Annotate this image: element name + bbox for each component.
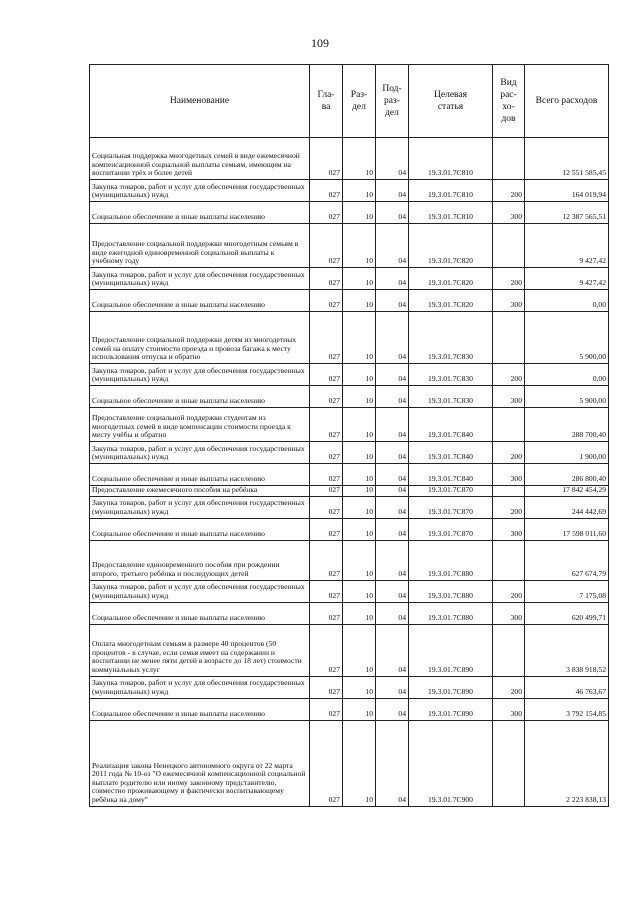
cell-name: Предоставление социальной поддержки студентам из многодетных семей в виде компенсации стоимости проезда к месту учёбы и обратно xyxy=(90,408,310,442)
table-row xyxy=(90,386,609,408)
cell-chapter: 027 xyxy=(310,676,343,698)
cell-expense-type xyxy=(493,224,525,268)
cell-total: 286 800,40 xyxy=(525,464,609,486)
cell-total: 288 700,40 xyxy=(525,408,609,442)
cell-chapter: 027 xyxy=(310,698,343,720)
cell-name: Закупка товаров, работ и услуг для обеспечения государственных (муниципальных) нужд xyxy=(90,496,310,518)
header-expense-type: Вид рас- хо- дов xyxy=(493,65,525,138)
cell-name: Социальное обеспечение и иные выплаты населению xyxy=(90,202,310,224)
table-row xyxy=(90,464,609,486)
cell-target: 19.3.01.7С900 xyxy=(409,720,493,806)
cell-section: 10 xyxy=(343,698,376,720)
cell-chapter: 027 xyxy=(310,464,343,486)
cell-expense-type xyxy=(493,138,525,180)
cell-name: Закупка товаров, работ и услуг для обеспечения государственных (муниципальных) нужд xyxy=(90,676,310,698)
cell-subsection: 04 xyxy=(376,224,409,268)
cell-target: 19.3.01.7С820 xyxy=(409,290,493,312)
cell-chapter: 027 xyxy=(310,386,343,408)
cell-chapter: 027 xyxy=(310,408,343,442)
cell-chapter: 027 xyxy=(310,496,343,518)
header-subsection: Под- раз- дел xyxy=(376,65,409,138)
cell-section: 10 xyxy=(343,720,376,806)
cell-expense-type: 300 xyxy=(493,386,525,408)
cell-name: Закупка товаров, работ и услуг для обеспечения государственных (муниципальных) нужд xyxy=(90,180,310,202)
cell-chapter: 027 xyxy=(310,312,343,364)
cell-total: 164 019,94 xyxy=(525,180,609,202)
cell-section: 10 xyxy=(343,312,376,364)
cell-name: Закупка товаров, работ и услуг для обеспечения государственных (муниципальных) нужд xyxy=(90,268,310,290)
cell-section: 10 xyxy=(343,624,376,676)
page-number: 109 xyxy=(311,36,329,50)
cell-chapter: 027 xyxy=(310,518,343,540)
cell-name: Закупка товаров, работ и услуг для обеспечения государственных (муниципальных) нужд xyxy=(90,364,310,386)
cell-name: Закупка товаров, работ и услуг для обеспечения государственных (муниципальных) нужд xyxy=(90,442,310,464)
cell-section: 10 xyxy=(343,676,376,698)
cell-subsection: 04 xyxy=(376,180,409,202)
cell-subsection: 04 xyxy=(376,364,409,386)
cell-target: 19.3.01.7С880 xyxy=(409,580,493,602)
table-row xyxy=(90,676,609,698)
cell-section: 10 xyxy=(343,364,376,386)
table-row xyxy=(90,580,609,602)
cell-expense-type: 200 xyxy=(493,442,525,464)
cell-section: 10 xyxy=(343,224,376,268)
table-row xyxy=(90,496,609,518)
cell-name: Предоставление социальной поддержки детям из многодетных семей на оплату стоимости проезда и провоза багажа к месту использования отпуска и обратно xyxy=(90,312,310,364)
cell-expense-type: 300 xyxy=(493,464,525,486)
cell-subsection: 04 xyxy=(376,268,409,290)
cell-subsection: 04 xyxy=(376,496,409,518)
table-row xyxy=(90,312,609,364)
cell-chapter: 027 xyxy=(310,580,343,602)
cell-expense-type: 300 xyxy=(493,518,525,540)
cell-subsection: 04 xyxy=(376,518,409,540)
cell-section: 10 xyxy=(343,496,376,518)
table-row xyxy=(90,224,609,268)
cell-subsection: 04 xyxy=(376,698,409,720)
cell-name: Социальное обеспечение и иные выплаты населению xyxy=(90,290,310,312)
cell-chapter: 027 xyxy=(310,138,343,180)
cell-total: 5 900,00 xyxy=(525,312,609,364)
header-total: Всего расходов xyxy=(525,65,609,138)
cell-expense-type xyxy=(493,720,525,806)
cell-expense-type: 300 xyxy=(493,698,525,720)
cell-expense-type xyxy=(493,408,525,442)
cell-target: 19.3.01.7С840 xyxy=(409,464,493,486)
table-row xyxy=(90,486,609,497)
cell-section: 10 xyxy=(343,138,376,180)
cell-chapter: 027 xyxy=(310,268,343,290)
cell-section: 10 xyxy=(343,180,376,202)
cell-subsection: 04 xyxy=(376,602,409,624)
table-row xyxy=(90,180,609,202)
cell-chapter: 027 xyxy=(310,364,343,386)
table-row xyxy=(90,138,609,180)
cell-name: Предоставление единовременного пособия при рождении второго, третьего ребёнка и последующих детей xyxy=(90,540,310,580)
cell-expense-type: 300 xyxy=(493,202,525,224)
header-name: Наименование xyxy=(90,65,310,138)
cell-section: 10 xyxy=(343,464,376,486)
table-body xyxy=(90,138,609,807)
cell-total: 17 598 011,60 xyxy=(525,518,609,540)
cell-expense-type: 200 xyxy=(493,676,525,698)
cell-subsection: 04 xyxy=(376,624,409,676)
table-row xyxy=(90,290,609,312)
cell-expense-type xyxy=(493,540,525,580)
cell-subsection: 04 xyxy=(376,676,409,698)
cell-section: 10 xyxy=(343,268,376,290)
cell-subsection: 04 xyxy=(376,408,409,442)
cell-total: 46 763,67 xyxy=(525,676,609,698)
table-row xyxy=(90,408,609,442)
table-row xyxy=(90,720,609,806)
cell-total: 17 842 454,29 xyxy=(525,486,609,497)
table-row xyxy=(90,202,609,224)
cell-target: 19.3.01.7С880 xyxy=(409,540,493,580)
cell-section: 10 xyxy=(343,290,376,312)
cell-subsection: 04 xyxy=(376,540,409,580)
cell-subsection: 04 xyxy=(376,312,409,364)
cell-expense-type: 300 xyxy=(493,602,525,624)
cell-subsection: 04 xyxy=(376,580,409,602)
cell-name: Социальное обеспечение и иные выплаты населению xyxy=(90,518,310,540)
cell-chapter: 027 xyxy=(310,442,343,464)
cell-section: 10 xyxy=(343,580,376,602)
cell-subsection: 04 xyxy=(376,386,409,408)
cell-target: 19.3.01.7С820 xyxy=(409,268,493,290)
cell-total: 12 387 565,51 xyxy=(525,202,609,224)
cell-target: 19.3.01.7С870 xyxy=(409,518,493,540)
cell-target: 19.3.01.7С810 xyxy=(409,138,493,180)
cell-target: 19.3.01.7С890 xyxy=(409,698,493,720)
cell-expense-type: 300 xyxy=(493,290,525,312)
cell-subsection: 04 xyxy=(376,486,409,497)
table-row xyxy=(90,268,609,290)
cell-expense-type: 200 xyxy=(493,268,525,290)
cell-section: 10 xyxy=(343,486,376,497)
cell-total: 1 900,00 xyxy=(525,442,609,464)
cell-total: 9 427,42 xyxy=(525,224,609,268)
cell-total: 5 900,00 xyxy=(525,386,609,408)
cell-expense-type xyxy=(493,486,525,497)
cell-chapter: 027 xyxy=(310,486,343,497)
cell-target: 19.3.01.7С840 xyxy=(409,442,493,464)
cell-total: 7 175,08 xyxy=(525,580,609,602)
cell-target: 19.3.01.7С870 xyxy=(409,486,493,497)
cell-subsection: 04 xyxy=(376,442,409,464)
cell-subsection: 04 xyxy=(376,464,409,486)
table-row xyxy=(90,518,609,540)
cell-total: 9 427,42 xyxy=(525,268,609,290)
cell-target: 19.3.01.7С880 xyxy=(409,602,493,624)
cell-total: 2 223 838,13 xyxy=(525,720,609,806)
cell-target: 19.3.01.7С830 xyxy=(409,312,493,364)
cell-name: Предоставление ежемесячного пособия на ребёнка xyxy=(90,486,310,497)
cell-expense-type: 200 xyxy=(493,180,525,202)
table-row xyxy=(90,364,609,386)
cell-section: 10 xyxy=(343,540,376,580)
cell-expense-type xyxy=(493,624,525,676)
cell-target: 19.3.01.7С830 xyxy=(409,364,493,386)
table-row xyxy=(90,624,609,676)
cell-expense-type xyxy=(493,312,525,364)
cell-chapter: 027 xyxy=(310,720,343,806)
cell-total: 244 442,69 xyxy=(525,496,609,518)
cell-section: 10 xyxy=(343,408,376,442)
cell-name: Социальная поддержка многодетных семей в виде ежемесячной компенсационной социальной выплаты семьям, имеющим на воспитании трёх и более детей xyxy=(90,138,310,180)
cell-subsection: 04 xyxy=(376,138,409,180)
cell-target: 19.3.01.7С820 xyxy=(409,224,493,268)
cell-name: Реализация закона Ненецкого автономного округа от 22 марта 2011 года № 10-оз "О ежемесячной компенсационной социальной выплате родителю или иному законному представителю, совместно проживающему и фактически воспитывающему ребёнка на дому" xyxy=(90,720,310,806)
cell-expense-type: 200 xyxy=(493,496,525,518)
cell-chapter: 027 xyxy=(310,290,343,312)
cell-target: 19.3.01.7С870 xyxy=(409,496,493,518)
table-row xyxy=(90,540,609,580)
cell-target: 19.3.01.7С890 xyxy=(409,676,493,698)
cell-total: 12 551 585,45 xyxy=(525,138,609,180)
cell-section: 10 xyxy=(343,202,376,224)
cell-total: 0,00 xyxy=(525,364,609,386)
cell-total: 0,00 xyxy=(525,290,609,312)
table-row xyxy=(90,602,609,624)
table-row xyxy=(90,442,609,464)
cell-chapter: 027 xyxy=(310,202,343,224)
cell-chapter: 027 xyxy=(310,602,343,624)
cell-chapter: 027 xyxy=(310,224,343,268)
table-header-row xyxy=(90,65,609,138)
expenditure-table xyxy=(89,64,609,807)
header-target: Целевая статья xyxy=(409,65,493,138)
cell-chapter: 027 xyxy=(310,180,343,202)
cell-section: 10 xyxy=(343,442,376,464)
cell-subsection: 04 xyxy=(376,202,409,224)
cell-target: 19.3.01.7С810 xyxy=(409,202,493,224)
cell-name: Социальное обеспечение и иные выплаты населению xyxy=(90,698,310,720)
cell-chapter: 027 xyxy=(310,624,343,676)
cell-name: Социальное обеспечение и иные выплаты населению xyxy=(90,386,310,408)
cell-expense-type: 200 xyxy=(493,364,525,386)
header-section: Раз- дел xyxy=(343,65,376,138)
cell-total: 3 792 154,85 xyxy=(525,698,609,720)
cell-total: 627 674,79 xyxy=(525,540,609,580)
cell-chapter: 027 xyxy=(310,540,343,580)
cell-subsection: 04 xyxy=(376,290,409,312)
cell-section: 10 xyxy=(343,602,376,624)
cell-expense-type: 200 xyxy=(493,580,525,602)
cell-section: 10 xyxy=(343,518,376,540)
cell-target: 19.3.01.7С840 xyxy=(409,408,493,442)
cell-name: Оплата многодетным семьям в размере 40 процентов (50 процентов - в случае, если семья имеет на содержании и воспитании не менее пяти детей в возрасте до 18 лет) стоимости коммунальных услуг xyxy=(90,624,310,676)
cell-target: 19.3.01.7С810 xyxy=(409,180,493,202)
cell-name: Предоставление социальной поддержки многодетным семьям в виде ежегодной единовременной социальной выплаты к учебному году xyxy=(90,224,310,268)
header-chapter: Гла- ва xyxy=(310,65,343,138)
cell-total: 620 499,71 xyxy=(525,602,609,624)
cell-target: 19.3.01.7С830 xyxy=(409,386,493,408)
cell-section: 10 xyxy=(343,386,376,408)
cell-target: 19.3.01.7С890 xyxy=(409,624,493,676)
cell-name: Закупка товаров, работ и услуг для обеспечения государственных (муниципальных) нужд xyxy=(90,580,310,602)
cell-subsection: 04 xyxy=(376,720,409,806)
cell-name: Социальное обеспечение и иные выплаты населению xyxy=(90,464,310,486)
table-row xyxy=(90,698,609,720)
cell-name: Социальное обеспечение и иные выплаты населению xyxy=(90,602,310,624)
cell-total: 3 838 918,52 xyxy=(525,624,609,676)
